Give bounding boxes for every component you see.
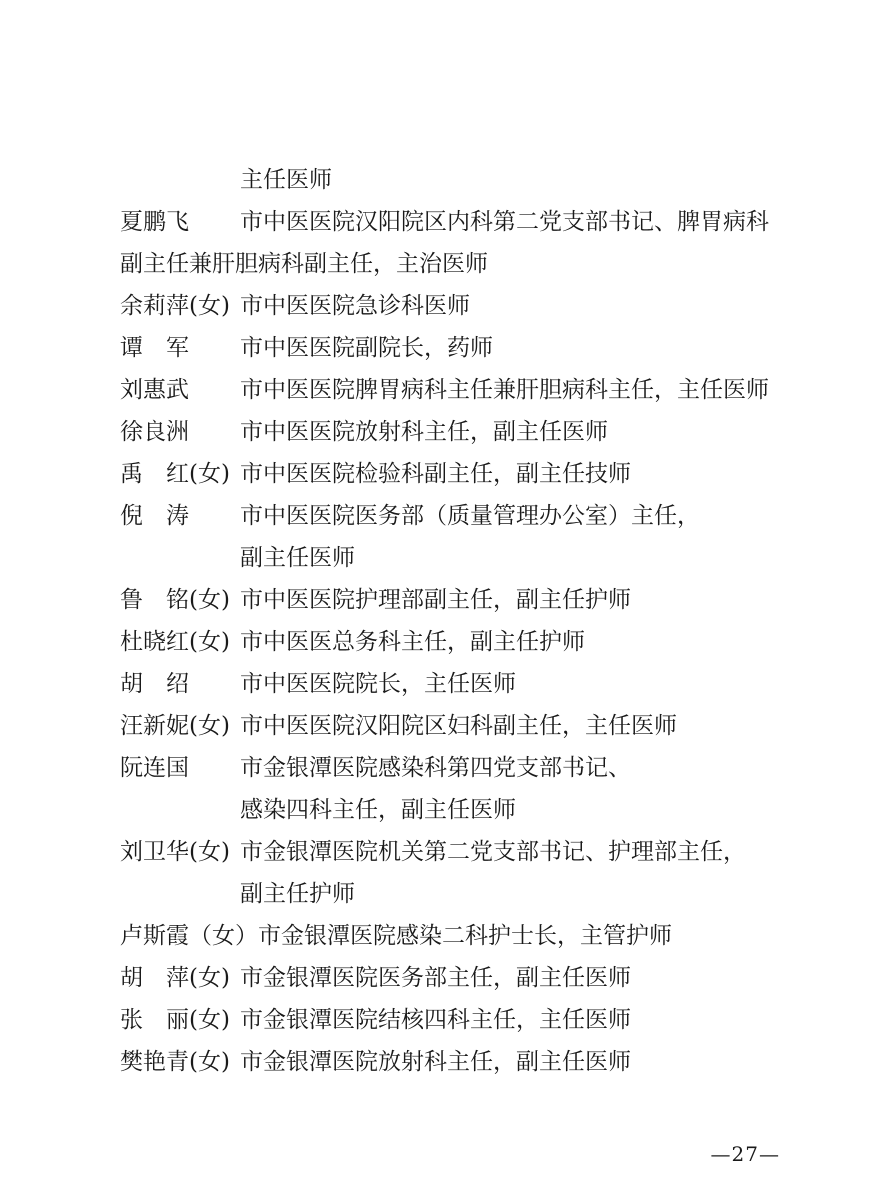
- person-title: 市中医医院检验科副主任，副主任技师: [240, 461, 631, 487]
- person-name: 张 丽(女): [120, 1007, 230, 1033]
- person-title: 市中医医院汉阳院区内科第二党支部书记、脾胃病科: [240, 209, 769, 235]
- person-title: 市中医医院护理部副主任，副主任护师: [240, 587, 631, 613]
- person-title: 市中医医院脾胃病科主任兼肝胆病科主任，主任医师: [240, 377, 769, 403]
- person-name: 鲁 铭(女): [120, 587, 230, 613]
- person-name: 樊艳青(女): [120, 1049, 230, 1075]
- list-item: [0, 373, 888, 407]
- person-title: 感染四科主任，副主任医师: [240, 797, 516, 823]
- list-item: [0, 457, 888, 491]
- person-name: 胡 萍(女): [120, 965, 230, 991]
- person-name: 倪 涛: [120, 503, 189, 529]
- person-name: 徐良洲: [120, 419, 189, 445]
- person-title: 市中医医院汉阳院区妇科副主任，主任医师: [240, 713, 677, 739]
- list-item: [0, 1003, 888, 1037]
- person-name: 阮连国: [120, 755, 189, 781]
- list-item: [0, 625, 888, 659]
- person-title: 市中医医院放射科主任，副主任医师: [240, 419, 608, 445]
- continuation-text: 卢斯霞（女）市金银潭医院感染二科护士长，主管护师: [120, 923, 672, 949]
- person-name: 刘惠武: [120, 377, 189, 403]
- person-name: 胡 绍: [120, 671, 189, 697]
- list-item: [0, 499, 888, 533]
- list-item: [0, 919, 888, 953]
- list-item: [0, 163, 888, 197]
- list-item: [0, 415, 888, 449]
- person-title: 市中医医院院长，主任医师: [240, 671, 516, 697]
- list-item: [0, 331, 888, 365]
- person-title: 市中医医院医务部（质量管理办公室）主任，: [240, 503, 700, 529]
- list-item: [0, 709, 888, 743]
- person-name: 杜晓红(女): [120, 629, 230, 655]
- person-title: 市金银潭医院放射科主任，副主任医师: [240, 1049, 631, 1075]
- person-name: 余莉萍(女): [120, 293, 230, 319]
- list-item: [0, 541, 888, 575]
- list-item: [0, 751, 888, 785]
- person-title: 市金银潭医院机关第二党支部书记、护理部主任，: [240, 839, 746, 865]
- person-title: 市中医医院副院长，药师: [240, 335, 493, 361]
- list-item: [0, 1045, 888, 1079]
- list-item: [0, 205, 888, 239]
- person-name: 刘卫华(女): [120, 839, 230, 865]
- person-title: 市金银潭医院感染科第四党支部书记、: [240, 755, 631, 781]
- person-title: 市金银潭医院医务部主任，副主任医师: [240, 965, 631, 991]
- list-item: [0, 289, 888, 323]
- person-title: 副主任护师: [240, 881, 355, 907]
- person-title: 主任医师: [240, 167, 332, 193]
- list-item: [0, 961, 888, 995]
- list-item: [0, 247, 888, 281]
- person-name: 谭 军: [120, 335, 189, 361]
- person-name: 夏鹏飞: [120, 209, 189, 235]
- person-name: 禹 红(女): [120, 461, 230, 487]
- list-item: [0, 667, 888, 701]
- person-title: 市中医医总务科主任，副主任护师: [240, 629, 585, 655]
- continuation-text: 副主任兼肝胆病科副主任，主治医师: [120, 251, 488, 277]
- list-item: [0, 793, 888, 827]
- person-title: 市金银潭医院结核四科主任，主任医师: [240, 1007, 631, 1033]
- list-item: [0, 877, 888, 911]
- person-title: 市中医医院急诊科医师: [240, 293, 470, 319]
- list-item: [0, 583, 888, 617]
- list-item: [0, 835, 888, 869]
- person-title: 副主任医师: [240, 545, 355, 571]
- person-name: 汪新妮(女): [120, 713, 230, 739]
- page-number: —27—: [710, 1142, 780, 1166]
